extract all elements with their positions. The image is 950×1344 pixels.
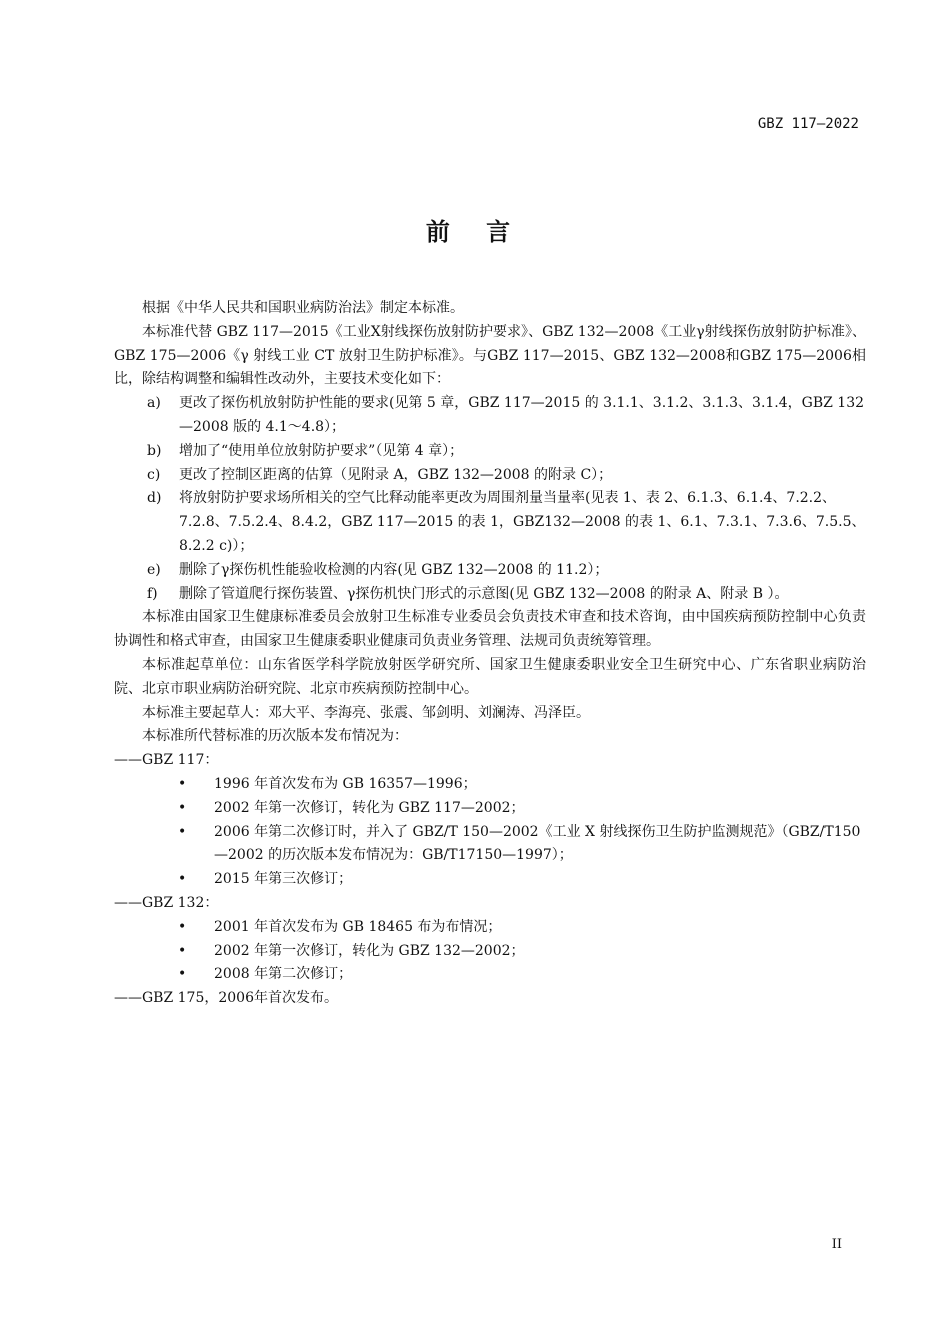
item-text: 将放射防护要求场所相关的空气比释动能率更改为周围剂量当量率(见表 1、表 2、6.1.3、6.1.4、7.2.2、7.2.8、7.5.2.4、8.4.2，GBZ 117—2015 的表 1，GBZ132—2008 的表 1、6.1、7.3.1、7.3.6、7.5.5、8.2.2 c)）；	[179, 490, 866, 554]
change-item	[114, 583, 866, 607]
item-label: e)	[147, 561, 161, 578]
history-item-text: 2006 年第二次修订时，并入了 GBZ/T 150—2002《工业 X 射线探伤卫生防护监测规范》（GBZ/T150—2002 的历次版本发布情况为：GB/T17150—1997）；	[214, 823, 861, 864]
change-item	[114, 392, 866, 440]
change-item	[114, 464, 866, 488]
history-item	[114, 940, 866, 964]
bullet-icon: •	[178, 942, 187, 959]
history-item-text: 2002 年第一次修订，转化为 GBZ 117—2002；	[214, 799, 525, 816]
history-item	[114, 821, 866, 869]
history-item	[114, 963, 866, 987]
change-item	[114, 440, 866, 464]
history-heading: ——GBZ 117：	[114, 752, 219, 769]
item-text: 更改了探伤机放射防护性能的要求(见第 5 章，GBZ 117—2015 的 3.1.1、3.1.2、3.1.3、3.1.4，GBZ 132—2008 版的 4.1～4.8）；	[179, 395, 865, 435]
history-item	[114, 797, 866, 821]
paragraph: 本标准起草单位：山东省医学科学院放射医学研究所、国家卫生健康委职业安全卫生研究中心、广东省职业病防治院、北京市职业病防治研究院、北京市疾病预防控制中心。	[114, 656, 866, 697]
history-item	[114, 868, 866, 892]
history-item-text: 1996 年首次发布为 GB 16357—1996；	[214, 775, 477, 792]
document-body	[114, 297, 866, 1011]
paragraph: 本标准代替 GBZ 117—2015《工业X射线探伤放射防护要求》、GBZ 132—2008《工业γ射线探伤放射防护标准》、GBZ 175—2006《γ 射线工业 CT 放射卫生防护标准》。与GBZ 117—2015、GBZ 132—2008和GBZ 175—2006相比，除结构调整和编辑性改动外，主要技术变化如下：	[114, 323, 866, 388]
item-label: c)	[147, 466, 161, 483]
bullet-icon: •	[178, 823, 187, 840]
history-item	[114, 916, 866, 940]
history-item-text: 2001 年首次发布为 GB 18465 布为布情况；	[214, 918, 502, 935]
bullet-icon: •	[178, 871, 187, 888]
item-label: f)	[147, 585, 158, 602]
history-heading: ——GBZ 175，2006年首次发布。	[114, 990, 338, 1007]
change-item	[114, 487, 866, 558]
bullet-icon: •	[178, 918, 187, 935]
history-heading: ——GBZ 132：	[114, 894, 219, 911]
item-text: 增加了“使用单位放射防护要求”（见第 4 章）；	[179, 442, 464, 459]
item-label: a)	[147, 395, 161, 412]
bullet-icon: •	[178, 966, 187, 983]
paragraph: 根据《中华人民共和国职业病防治法》制定本标准。	[142, 300, 464, 316]
paragraph: 本标准所代替标准的历次版本发布情况为：	[142, 728, 408, 745]
history-item-text: 2015 年第三次修订；	[214, 871, 353, 888]
history-item-text: 2002 年第一次修订，转化为 GBZ 132—2002；	[214, 942, 525, 959]
history-item	[114, 773, 866, 797]
history-item-text: 2008 年第二次修订；	[214, 966, 353, 983]
paragraph: 本标准主要起草人：邓大平、李海亮、张震、邹剑明、刘澜涛、冯泽臣。	[142, 704, 590, 721]
item-label: d)	[147, 490, 162, 507]
page-number: II	[831, 1237, 842, 1252]
item-text: 更改了控制区距离的估算（见附录 A，GBZ 132—2008 的附录 C）；	[179, 466, 613, 483]
standard-code: GBZ 117—2022	[757, 116, 859, 132]
paragraph: 本标准由国家卫生健康标准委员会放射卫生标准专业委员会负责技术审查和技术咨询，由中国疾病预防控制中心负责协调性和格式审查，由国家卫生健康委职业健康司负责业务管理、法规司负责统筹管理。	[114, 609, 866, 650]
page-title: 前 言	[425, 218, 525, 246]
change-item	[114, 559, 866, 583]
item-text: 删除了γ探伤机性能验收检测的内容(见 GBZ 132—2008 的 11.2）；	[179, 561, 609, 578]
bullet-icon: •	[178, 799, 187, 816]
item-label: b)	[147, 442, 162, 459]
bullet-icon: •	[178, 775, 187, 792]
item-text: 删除了管道爬行探伤装置、γ探伤机快门形式的示意图(见 GBZ 132—2008 的附录 A、附录 B ）。	[179, 585, 789, 602]
